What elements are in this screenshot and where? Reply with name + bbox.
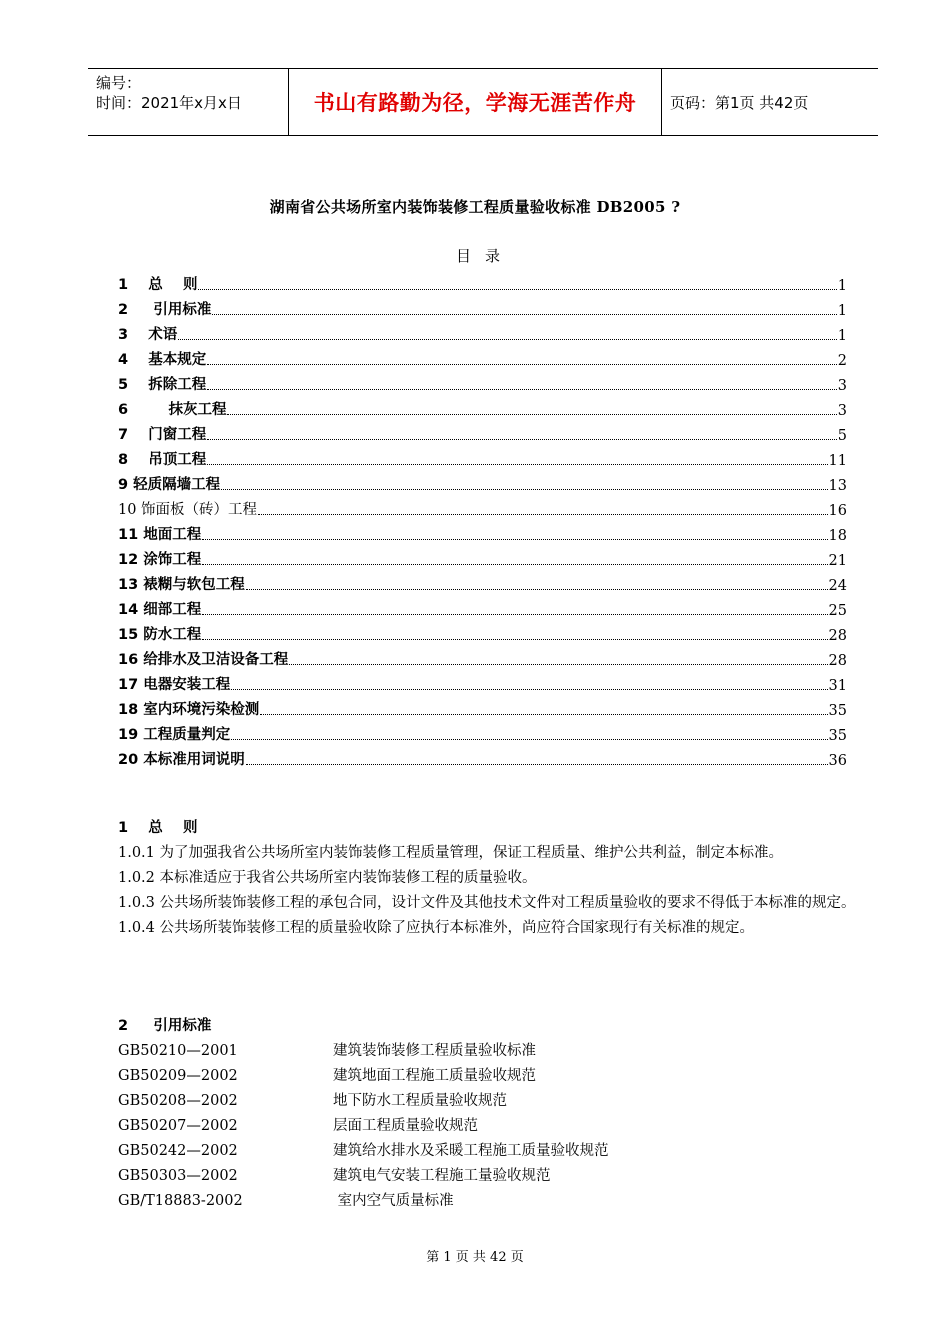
document-title: 湖南省公共场所室内装饰装修工程质量验收标准 DB2005 ? — [269, 198, 681, 216]
toc-entry-label: 14 细部工程 — [118, 602, 202, 618]
toc-entry-label: 13 裱糊与软包工程 — [118, 577, 245, 593]
standard-code: GB50208—2002 — [118, 1093, 238, 1109]
clause-paragraph: 1.0.3 公共场所装饰装修工程的承包合同，设计文件及其他技术文件对工程质量验收的要求不得低于本标准的规定。 — [118, 895, 856, 911]
standard-code: GB50303—2002 — [118, 1168, 238, 1184]
toc-dot-leader — [260, 713, 827, 715]
serial-label: 编号： — [96, 74, 142, 92]
toc-dot-leader — [221, 488, 827, 490]
toc-entry-label: 9 轻质隔墙工程 — [118, 477, 221, 493]
toc-entry-page: 2 — [837, 353, 847, 369]
toc-entry-page: 35 — [828, 728, 847, 744]
toc-entry[interactable] — [118, 269, 847, 294]
standard-row — [118, 1089, 858, 1114]
toc-dot-leader — [202, 613, 827, 615]
toc-dot-leader — [202, 563, 827, 565]
toc-dot-leader — [258, 513, 827, 515]
toc-entry-label: 2 引用标准 — [118, 302, 212, 318]
time-label: 时间：2021年x月x日 — [96, 94, 242, 112]
standard-name: 建筑给水排水及采暖工程施工质量验收规范 — [333, 1143, 609, 1159]
toc-entry-label: 5 拆除工程 — [118, 377, 207, 393]
toc-dot-leader — [289, 663, 827, 665]
toc-entry-label: 16 给排水及卫洁设备工程 — [118, 652, 289, 668]
section-general — [118, 816, 858, 941]
standard-code: GB50207—2002 — [118, 1118, 238, 1134]
toc-entry[interactable] — [118, 544, 847, 569]
toc-entry[interactable] — [118, 644, 847, 669]
toc-entry-page: 16 — [828, 503, 847, 519]
toc-dot-leader — [178, 338, 836, 340]
toc-entry[interactable] — [118, 669, 847, 694]
toc-entry[interactable] — [118, 294, 847, 319]
header-motto: 书山有路勤为径，学海无涯苦作舟 — [289, 69, 662, 135]
standard-row — [118, 1164, 858, 1189]
toc-dot-leader — [207, 388, 836, 390]
toc-entry-label: 19 工程质量判定 — [118, 727, 231, 743]
toc-entry-page: 25 — [828, 603, 847, 619]
toc-entry[interactable] — [118, 694, 847, 719]
toc-entry-page: 21 — [828, 553, 847, 569]
toc-dot-leader — [231, 738, 827, 740]
toc-entry[interactable] — [118, 494, 847, 519]
toc-entry-page: 31 — [828, 678, 847, 694]
clause-paragraph: 1.0.4 公共场所装饰装修工程的质量验收除了应执行本标准外，尚应符合国家现行有关标准的规定。 — [118, 920, 754, 936]
toc-entry[interactable] — [118, 419, 847, 444]
toc-entry-label: 3 术语 — [118, 327, 178, 343]
toc-heading: 目录 — [455, 247, 514, 265]
toc-entry-page: 24 — [828, 578, 847, 594]
standard-code: GB50210—2001 — [118, 1043, 238, 1059]
toc-entry-page: 35 — [828, 703, 847, 719]
standard-name: 建筑电气安装工程施工量验收规范 — [333, 1168, 551, 1184]
toc-entry-page: 11 — [828, 453, 847, 469]
standard-name: 地下防水工程质量验收规范 — [333, 1093, 507, 1109]
toc-dot-leader — [212, 313, 836, 315]
clause-paragraph: 1.0.2 本标准适应于我省公共场所室内装饰装修工程的质量验收。 — [118, 870, 537, 886]
standard-code: GB/T18883-2002 — [118, 1193, 243, 1209]
toc-entry[interactable] — [118, 619, 847, 644]
toc-dot-leader — [207, 363, 836, 365]
standard-row — [118, 1189, 858, 1214]
toc-entry-label: 4 基本规定 — [118, 352, 207, 368]
section-heading: 2 引用标准 — [118, 1018, 212, 1034]
toc-entry[interactable] — [118, 594, 847, 619]
toc-entry-page: 3 — [837, 403, 847, 419]
toc-entry-page: 18 — [828, 528, 847, 544]
page-footer: 第 1 页 共 42 页 — [426, 1250, 524, 1265]
toc-dot-leader — [246, 763, 828, 765]
toc-entry-page: 1 — [837, 278, 847, 294]
standard-name: 室内空气质量标准 — [333, 1193, 454, 1209]
toc-dot-leader — [207, 463, 827, 465]
toc-entry[interactable] — [118, 369, 847, 394]
toc-entry-label: 6 抹灰工程 — [118, 402, 227, 418]
toc-entry-page: 36 — [828, 753, 847, 769]
toc-dot-leader — [198, 288, 836, 290]
toc-entry[interactable] — [118, 719, 847, 744]
toc-entry[interactable] — [118, 469, 847, 494]
standard-row — [118, 1114, 858, 1139]
toc-entry-page: 3 — [837, 378, 847, 394]
standard-row — [118, 1064, 858, 1089]
toc-dot-leader — [246, 588, 828, 590]
toc-dot-leader — [207, 438, 836, 440]
toc-entry-label: 20 本标准用词说明 — [118, 752, 245, 768]
standard-code: GB50209—2002 — [118, 1068, 238, 1084]
toc-entry-label: 17 电器安装工程 — [118, 677, 231, 693]
standard-name: 建筑地面工程施工质量验收规范 — [333, 1068, 536, 1084]
toc-dot-leader — [227, 413, 836, 415]
standards-list — [118, 1039, 858, 1214]
toc-entry-label: 15 防水工程 — [118, 627, 202, 643]
clause-paragraph: 1.0.1 为了加强我省公共场所室内装饰装修工程质量管理，保证工程质量、维护公共利益，制定本标准。 — [118, 845, 783, 861]
toc-entry[interactable] — [118, 569, 847, 594]
standard-row — [118, 1039, 858, 1064]
toc-entry[interactable] — [118, 444, 847, 469]
toc-entry-label: 10 饰面板（砖）工程 — [118, 502, 258, 518]
toc-entry[interactable] — [118, 344, 847, 369]
toc-entry[interactable] — [118, 319, 847, 344]
toc-dot-leader — [231, 688, 827, 690]
toc-entry[interactable] — [118, 519, 847, 544]
standard-code: GB50242—2002 — [118, 1143, 238, 1159]
section-heading: 1 总 则 — [118, 820, 198, 836]
table-of-contents — [118, 269, 847, 769]
toc-entry-page: 1 — [837, 328, 847, 344]
header-meta — [88, 69, 289, 135]
standard-name: 层面工程质量验收规范 — [333, 1118, 478, 1134]
standard-name: 建筑装饰装修工程质量验收标准 — [333, 1043, 536, 1059]
toc-entry-label: 11 地面工程 — [118, 527, 202, 543]
toc-dot-leader — [202, 538, 827, 540]
standard-row — [118, 1139, 858, 1164]
toc-dot-leader — [202, 638, 827, 640]
toc-entry-page: 28 — [828, 653, 847, 669]
toc-entry-label: 18 室内环境污染检测 — [118, 702, 260, 718]
toc-entry-label: 1 总 则 — [118, 277, 198, 293]
section-references — [118, 1014, 858, 1214]
toc-entry[interactable] — [118, 394, 847, 419]
toc-entry-page: 5 — [837, 428, 847, 444]
header-page-info: 页码：第1页 共42页 — [670, 93, 809, 112]
toc-entry-page: 13 — [828, 478, 847, 494]
toc-entry-label: 12 涂饰工程 — [118, 552, 202, 568]
page-header — [88, 68, 878, 136]
toc-entry[interactable] — [118, 744, 847, 769]
toc-entry-label: 8 吊顶工程 — [118, 452, 207, 468]
toc-entry-label: 7 门窗工程 — [118, 427, 207, 443]
toc-entry-page: 28 — [828, 628, 847, 644]
toc-entry-page: 1 — [837, 303, 847, 319]
